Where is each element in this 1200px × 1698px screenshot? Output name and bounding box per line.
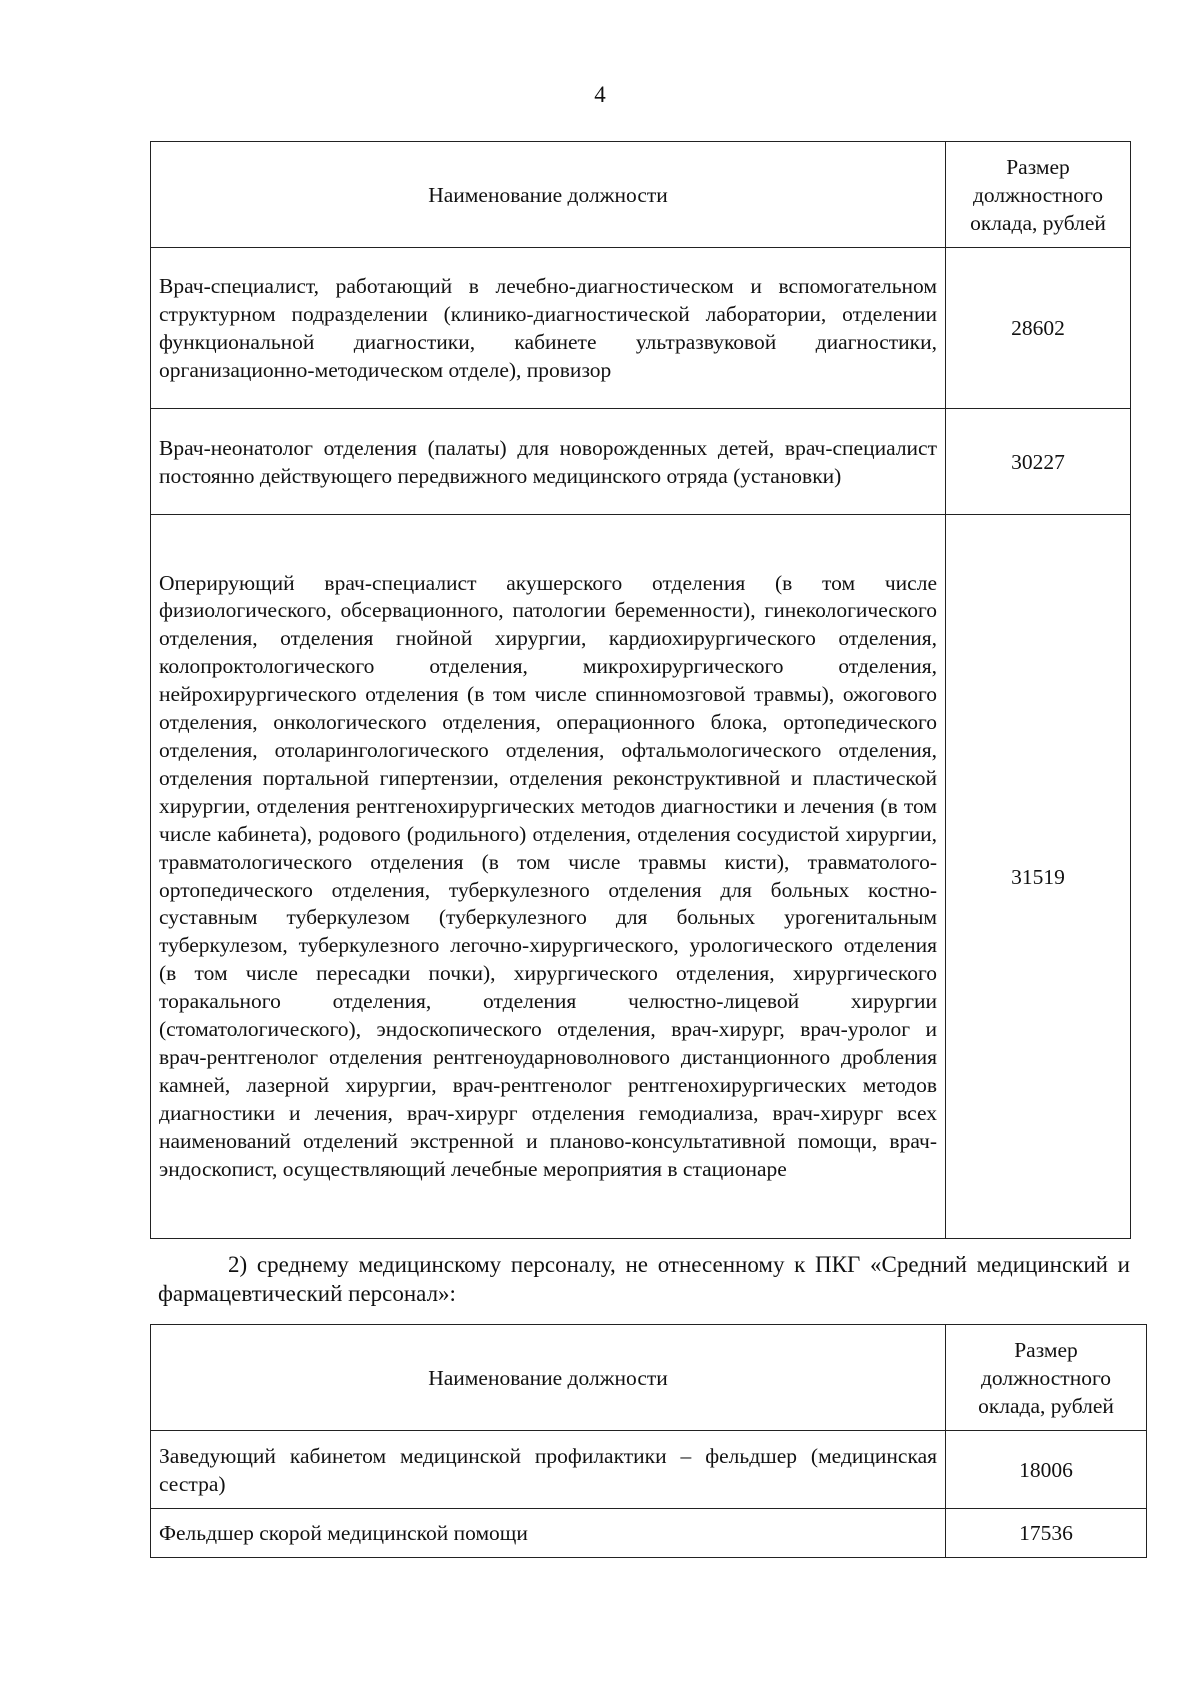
section-paragraph: 2) среднему медицинскому персоналу, не отнесенному к ПКГ «Средний медицинский и фармацевтический персонал»:: [158, 1252, 1130, 1306]
table-header-row: [151, 1325, 1147, 1431]
column-header-position: Наименование должности: [151, 1325, 946, 1431]
position-name: Оперирующий врач-специалист акушерского отделения (в том числе физиологического, обсервационного, патологии беременности), гинекологического отделения, отделения гнойной хирургии, кардиохирургического отделения, колопроктологического отделения, микрохирургического отделения, нейрохирургического отделения (в том числе спинномозговой травмы), ожогового отделения, онкологического отделения, операционного блока, ортопедического отделения, отоларингологического отделения, офтальмологического отделения, отделения портальной гипертензии, отделения реконструктивной и пластической хирургии, отделения рентгенохирургических методов диагностики и лечения (в том числе кабинета), родового (родильного) отделения, отделения сосудистой хирургии, травматологического отделения (в том числе травмы кисти), травматолого-ортопедического отделения, туберкулезного отделения для больных костно-суставным туберкулезом (туберкулезного для больных урогенитальным туберкулезом, туберкулезного легочно-хирургического, урологического отделения (в том числе пересадки почки), хирургического отделения, хирургического торакального отделения, отделения челюстно-лицевой хирургии (стоматологического), эндоскопического отделения, врач-хирург, врач-уролог и врач-рентгенолог отделения рентгеноударноволнового дистанционного дробления камней, лазерной хирургии, врач-рентгенолог рентгенохирургических методов диагностики и лечения, врач-хирург отделения гемодиализа, врач-хирург всех наименований отделений экстренной и планово-консультативной помощи, врач-эндоскопист, осуществляющий лечебные мероприятия в стационаре: [151, 515, 946, 1239]
column-header-salary: Размер должностного оклада, рублей: [946, 1325, 1147, 1431]
table-row: [151, 1431, 1147, 1509]
salary-table-nursing-staff: [150, 1324, 1147, 1558]
salary-value: 31519: [946, 515, 1131, 1239]
table-row: [151, 1509, 1147, 1558]
salary-value: 30227: [946, 409, 1131, 515]
column-header-position: Наименование должности: [151, 142, 946, 248]
position-name: Врач-неонатолог отделения (палаты) для новорожденных детей, врач-специалист постоянно действующего передвижного медицинского отряда (установки): [151, 409, 946, 515]
page-number: 4: [594, 82, 606, 107]
table-row: [151, 515, 1131, 1239]
position-name: Врач-специалист, работающий в лечебно-диагностическом и вспомогательном структурном подразделении (клинико-диагностической лаборатории, отделении функциональной диагностики, кабинете ультразвуковой диагностики, организационно-методическом отделе), провизор: [151, 248, 946, 409]
column-header-salary: Размер должностного оклада, рублей: [946, 142, 1131, 248]
table-header-row: [151, 142, 1131, 248]
position-name: Фельдшер скорой медицинской помощи: [151, 1509, 946, 1558]
table-row: [151, 409, 1131, 515]
position-name: Заведующий кабинетом медицинской профилактики – фельдшер (медицинская сестра): [151, 1431, 946, 1509]
table-row: [151, 248, 1131, 409]
salary-table-physicians: [150, 141, 1131, 1239]
salary-value: 18006: [946, 1431, 1147, 1509]
salary-value: 28602: [946, 248, 1131, 409]
salary-value: 17536: [946, 1509, 1147, 1558]
